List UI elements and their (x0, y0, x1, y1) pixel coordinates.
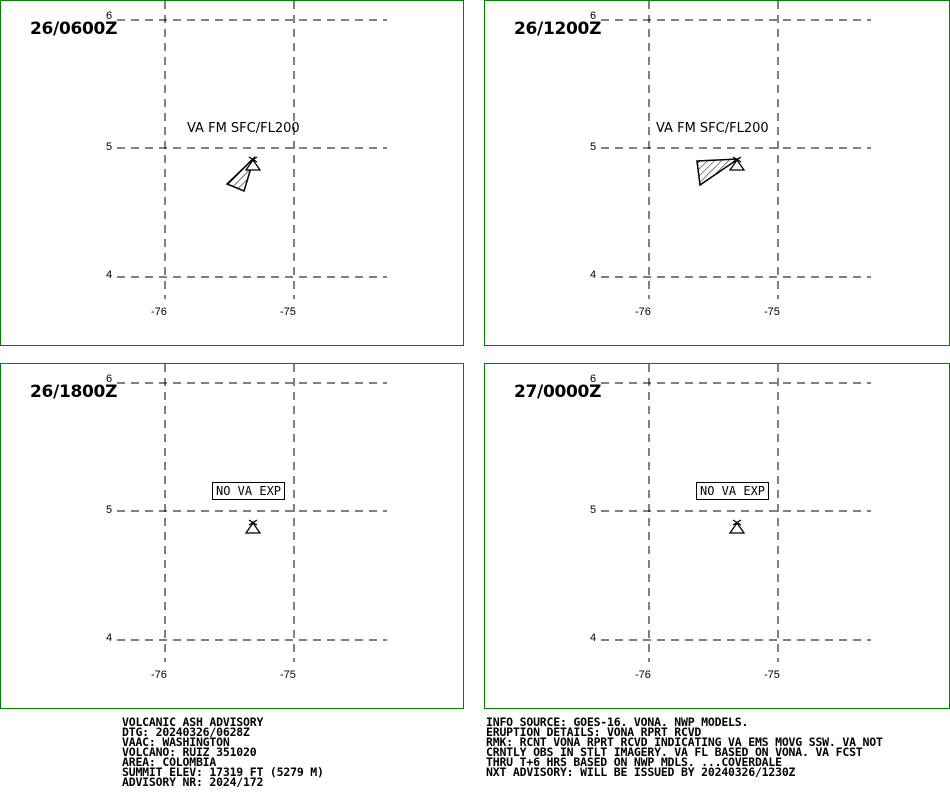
advisory-area: AREA: COLOMBIA (122, 755, 217, 769)
map-grid (485, 364, 950, 709)
lat-label-4: 4 (590, 632, 597, 644)
map-panel-1200z (484, 0, 950, 346)
lat-label-4: 4 (106, 269, 113, 281)
lat-label-5: 5 (590, 504, 597, 516)
advisory-info-source: INFO SOURCE: GOES-16. VONA. NWP MODELS. (486, 715, 749, 729)
advisory-remark-3: THRU T+6 HRS BASED ON NWP MDLS. ...COVERDALE (486, 755, 782, 769)
advisory-next: NXT ADVISORY: WILL BE ISSUED BY 20240326/1230Z (486, 765, 796, 779)
advisory-dtg: DTG: 20240326/0628Z (122, 725, 250, 739)
valid-time: 26/0600Z (30, 19, 118, 39)
advisory-header-block (122, 717, 324, 787)
advisory-title: VOLCANIC ASH ADVISORY (122, 715, 264, 729)
map-panel-1800z (0, 363, 464, 709)
advisory-details-block (486, 717, 883, 777)
advisory-remark-2: CRNTLY OBS IN STLT IMAGERY. VA FL BASED ON VONA. VA FCST (486, 745, 863, 759)
lat-label-6: 6 (106, 10, 113, 22)
valid-time: 27/0000Z (514, 382, 602, 402)
lat-label-5: 5 (590, 141, 597, 153)
no-va-expected-box: NO VA EXP (696, 482, 769, 500)
lat-label-4: 4 (590, 269, 597, 281)
lat-label-6: 6 (106, 373, 113, 385)
lon-label-76: -76 (635, 306, 651, 318)
va-layer-label: VA FM SFC/FL200 (187, 121, 300, 136)
valid-time: 26/1200Z (514, 19, 602, 39)
map-panel-0600z (0, 0, 464, 346)
ash-polygon (227, 158, 254, 191)
advisory-remark-1: RMK: RCNT VONA RPRT RCVD INDICATING VA EMS MOVG SSW. VA NOT (486, 735, 883, 749)
lon-label-75: -75 (280, 669, 296, 681)
map-grid (1, 1, 464, 346)
lon-label-75: -75 (764, 669, 780, 681)
map-panel-0000z (484, 363, 950, 709)
lon-label-76: -76 (635, 669, 651, 681)
advisory-volcano: VOLCANO: RUIZ 351020 (122, 745, 257, 759)
advisory-vaac: VAAC: WASHINGTON (122, 735, 230, 749)
lon-label-76: -76 (151, 306, 167, 318)
lat-label-6: 6 (590, 373, 597, 385)
map-grid (485, 1, 950, 346)
lat-label-5: 5 (106, 504, 113, 516)
lon-label-75: -75 (280, 306, 296, 318)
volcano-icon (246, 520, 260, 533)
lat-label-6: 6 (590, 10, 597, 22)
lat-label-4: 4 (106, 632, 113, 644)
volcano-icon (730, 520, 744, 533)
ash-polygon (697, 159, 738, 185)
lon-label-76: -76 (151, 669, 167, 681)
lat-label-5: 5 (106, 141, 113, 153)
lon-label-75: -75 (764, 306, 780, 318)
map-grid (1, 364, 464, 709)
no-va-expected-box: NO VA EXP (212, 482, 285, 500)
advisory-summit: SUMMIT ELEV: 17319 FT (5279 M) (122, 765, 324, 779)
advisory-eruption: ERUPTION DETAILS: VONA RPRT RCVD (486, 725, 702, 739)
advisory-number: ADVISORY NR: 2024/172 (122, 775, 264, 789)
valid-time: 26/1800Z (30, 382, 118, 402)
va-layer-label: VA FM SFC/FL200 (656, 121, 769, 136)
